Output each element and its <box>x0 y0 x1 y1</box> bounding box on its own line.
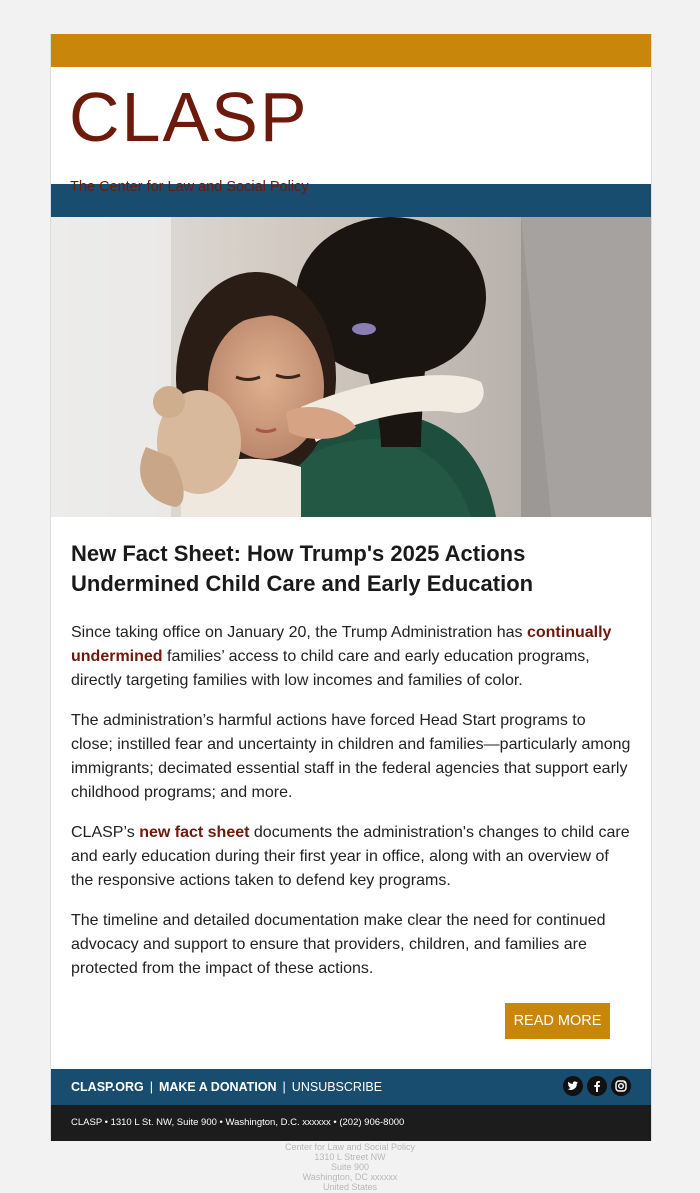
paragraph-3-text-b: documents the administration's changes to child care and early education during their first year in office, along with an overview of the responsive actions taken to defend key programs. <box>71 824 630 889</box>
footer-line: 1310 L Street NW <box>314 1152 386 1162</box>
paragraph-4: The timeline and detailed documentation make clear the need for continued advocacy and support to ensure that providers, children, and families are protected from the impact of these actions. <box>71 912 606 977</box>
continually-undermined-link[interactable]: continually undermined <box>71 624 612 665</box>
hero-illustration <box>51 217 651 517</box>
paragraph-3-text-a: CLASP’s <box>71 824 140 841</box>
top-accent-bar <box>51 34 651 67</box>
footer-line: United States <box>322 1182 378 1192</box>
unsubscribe-link[interactable]: UNSUBSCRIBE <box>291 1080 383 1094</box>
nav-separator: | <box>149 1080 153 1094</box>
instagram-icon[interactable] <box>611 1076 631 1096</box>
footer-line: Center for Law and Social Policy <box>284 1142 416 1152</box>
address-bar: CLASP • 1310 L St. NW, Suite 900 • Washington, D.C. xxxxxx • (202) 906-8000 <box>51 1105 651 1141</box>
paragraph-1-text-b: families’ access to child care and early education programs, directly targeting families with low incomes and families of color. <box>71 648 590 689</box>
paragraph-1-text-a: Since taking office on January 20, the Trump Administration has <box>71 624 527 641</box>
new-fact-sheet-link[interactable]: new fact sheet <box>139 824 250 841</box>
read-more-button[interactable]: READ MORE <box>505 1003 610 1039</box>
article-content <box>51 517 651 1069</box>
logo-tagline: The Center for Law and Social Policy <box>70 179 309 195</box>
make-donation-link[interactable]: MAKE A DONATION <box>158 1080 277 1094</box>
clasp-logo[interactable]: CLASP <box>69 78 309 156</box>
footer-address <box>0 1142 700 1192</box>
paragraph-2: The administration’s harmful actions have forced Head Start programs to close; instilled fear and uncertainty in children and families—particularly among immigrants; decimated essential staff in the federal agencies that support early childhood programs; and more. <box>71 712 631 801</box>
twitter-icon[interactable] <box>563 1076 583 1096</box>
footer-line: Washington, DC xxxxxx <box>302 1172 398 1182</box>
paragraph-1 <box>71 621 631 693</box>
button-row <box>71 997 631 1055</box>
hero-image <box>51 217 651 517</box>
facebook-icon[interactable] <box>587 1076 607 1096</box>
footer-nav-bar <box>51 1069 651 1105</box>
footer-line: Suite 900 <box>330 1162 370 1172</box>
footer-links <box>71 1080 382 1094</box>
header <box>51 67 651 195</box>
email-card <box>50 34 652 1141</box>
paragraph-3 <box>71 821 631 893</box>
social-icons <box>559 1076 631 1096</box>
article-title: New Fact Sheet: How Trump's 2025 Actions Undermined Child Care and Early Education <box>71 541 534 596</box>
nav-separator: | <box>282 1080 286 1094</box>
clasp-org-link[interactable]: CLASP.ORG <box>71 1080 144 1094</box>
